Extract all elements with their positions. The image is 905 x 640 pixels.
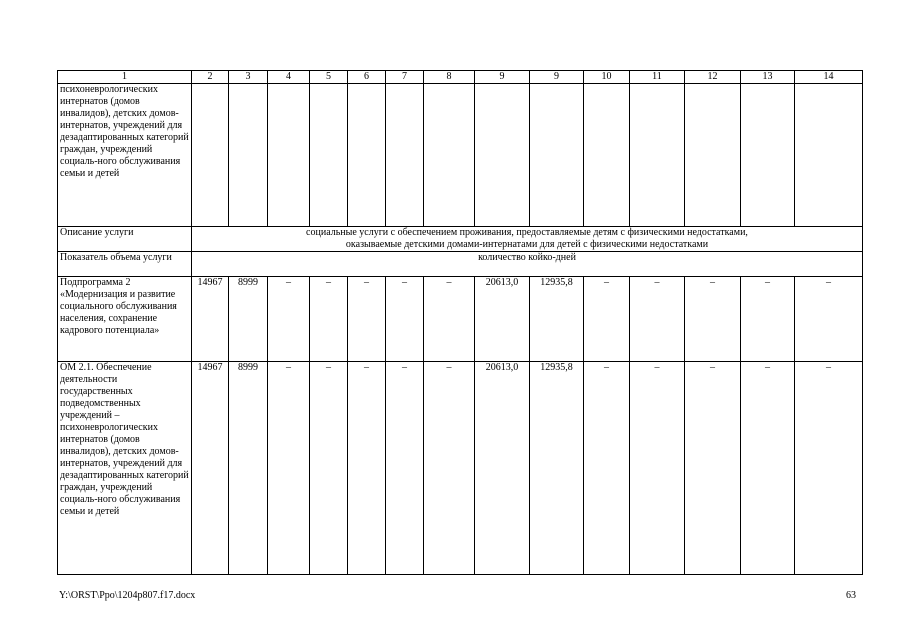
header-cell: 9: [475, 71, 530, 84]
empty-cell: [229, 84, 268, 227]
row-name: ОМ 2.1. Обеспечение деятельности государственных подведомственных учреждений – психоневрологических интернатов (домов инвалидов), детских домов-интернатов, учреждений для дезадаптированных категорий граждан, учреждений социаль-ного обслуживания семьи и детей: [58, 362, 192, 575]
table-cell: 12935,8: [530, 362, 584, 575]
header-cell: 9: [530, 71, 584, 84]
table-cell: –: [630, 277, 685, 362]
table-cell: –: [268, 362, 310, 575]
header-cell: 12: [685, 71, 741, 84]
header-row: [58, 71, 863, 84]
header-cell: 4: [268, 71, 310, 84]
data-table: [57, 70, 863, 575]
table-cell: –: [795, 362, 863, 575]
empty-cell: [310, 84, 348, 227]
table-cell: –: [630, 362, 685, 575]
table-cell: 8999: [229, 362, 268, 575]
table-cell: –: [386, 277, 424, 362]
table-cell: –: [795, 277, 863, 362]
table-cell: –: [424, 277, 475, 362]
table-cell: –: [268, 277, 310, 362]
header-cell: 1: [58, 71, 192, 84]
empty-cell: [630, 84, 685, 227]
table-row: [58, 252, 863, 277]
page-number: 63: [846, 590, 856, 601]
table-cell: 14967: [192, 277, 229, 362]
volume-indicator-value: количество койко-дней: [192, 252, 863, 277]
table-cell: –: [348, 277, 386, 362]
empty-cell: [584, 84, 630, 227]
empty-cell: [268, 84, 310, 227]
header-cell: 5: [310, 71, 348, 84]
service-description-value: [192, 227, 863, 252]
table-cell: –: [386, 362, 424, 575]
service-description-label: Описание услуги: [58, 227, 192, 252]
table-row: [58, 362, 863, 575]
header-cell: 2: [192, 71, 229, 84]
footer-file-path: Y:\ORST\Ppo\1204p807.f17.docx: [59, 590, 196, 601]
table-cell: 14967: [192, 362, 229, 575]
header-cell: 14: [795, 71, 863, 84]
header-cell: 10: [584, 71, 630, 84]
table-cell: 8999: [229, 277, 268, 362]
table-cell: 20613,0: [475, 277, 530, 362]
empty-cell: [386, 84, 424, 227]
table-cell: –: [741, 277, 795, 362]
empty-cell: [530, 84, 584, 227]
header-cell: 11: [630, 71, 685, 84]
service-description-line: социальные услуги с обеспечением проживания, предоставляемые детям с физическими недостатками,: [306, 227, 748, 238]
table-cell: –: [685, 362, 741, 575]
table-cell: –: [310, 362, 348, 575]
table-row: [58, 277, 863, 362]
header-cell: 8: [424, 71, 475, 84]
table-cell: –: [685, 277, 741, 362]
table-cell: –: [741, 362, 795, 575]
table-cell: –: [310, 277, 348, 362]
table-cell: –: [584, 362, 630, 575]
table-cell: –: [348, 362, 386, 575]
table-row: [58, 84, 863, 227]
header-cell: 6: [348, 71, 386, 84]
service-description-line: оказываемые детскими домами-интернатами для детей с физическими недостатками: [345, 239, 709, 250]
empty-cell: [795, 84, 863, 227]
empty-cell: [348, 84, 386, 227]
table-row: [58, 227, 863, 252]
empty-cell: [424, 84, 475, 227]
empty-cell: [192, 84, 229, 227]
table-cell: –: [584, 277, 630, 362]
table-cell: 12935,8: [530, 277, 584, 362]
empty-cell: [475, 84, 530, 227]
table-cell: –: [424, 362, 475, 575]
volume-indicator-label: Показатель объема услуги: [58, 252, 192, 277]
header-cell: 13: [741, 71, 795, 84]
header-cell: 3: [229, 71, 268, 84]
row-name: Подпрограмма 2 «Модернизация и развитие социального обслуживания населения, сохранение кадрового потенциала»: [58, 277, 192, 362]
table-cell: 20613,0: [475, 362, 530, 575]
continuation-cell: психоневрологических интернатов (домов инвалидов), детских домов-интернатов, учреждений для дезадаптированных категорий граждан, учреждений социаль-ного обслуживания семьи и детей: [58, 84, 192, 227]
empty-cell: [685, 84, 741, 227]
header-cell: 7: [386, 71, 424, 84]
empty-cell: [741, 84, 795, 227]
